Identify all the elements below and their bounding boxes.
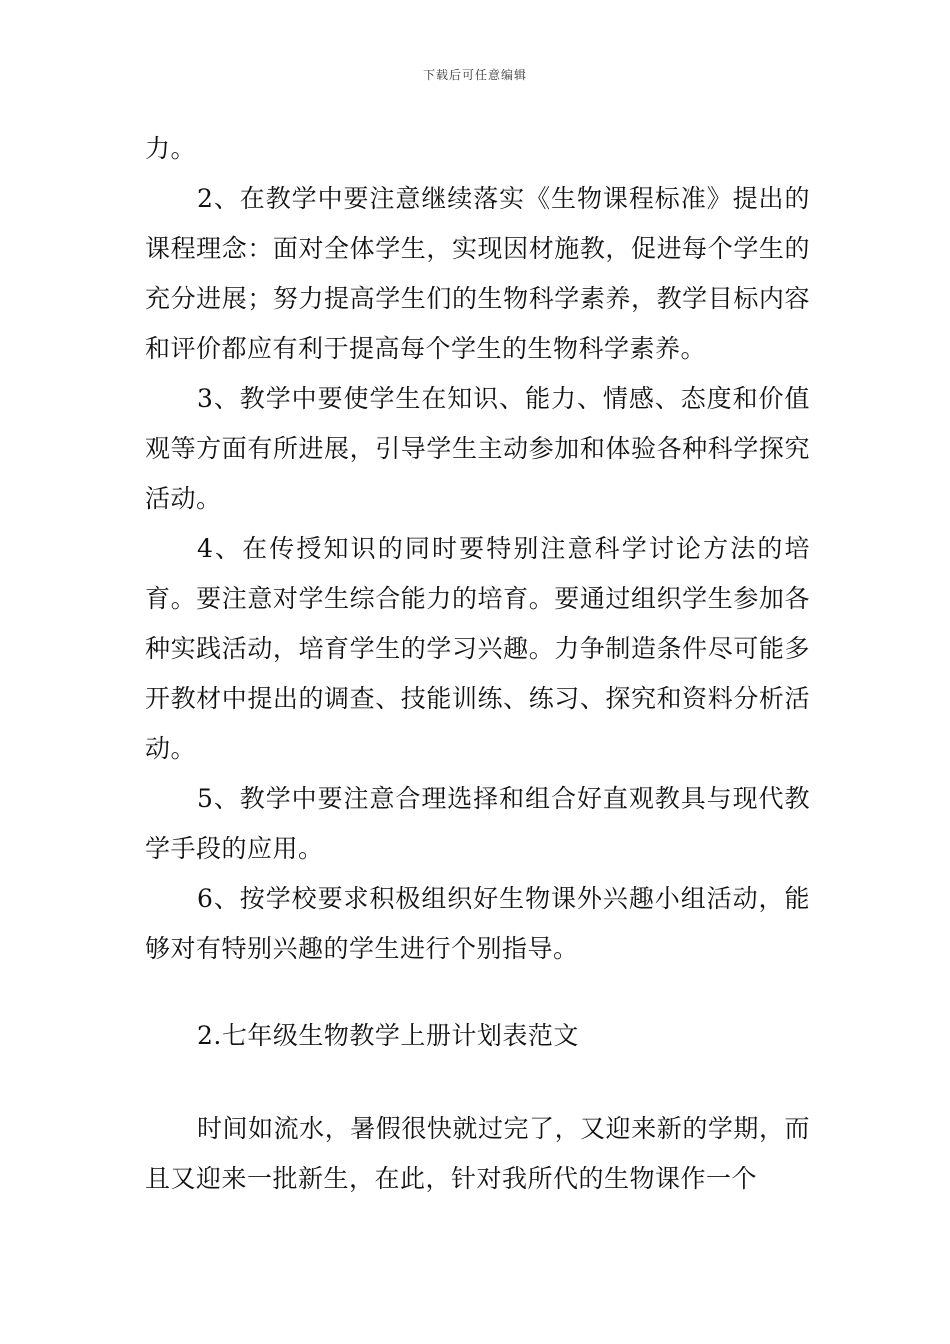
- paragraph-item-6: 6、按学校要求积极组织好生物课外兴趣小组活动，能够对有特别兴趣的学生进行个别指导。: [145, 884, 810, 963]
- section-title: 2.七年级生物教学上册计划表范文: [197, 1021, 579, 1050]
- document-body: [145, 124, 810, 1204]
- paragraph-item-2: 2、在教学中要注意继续落实《生物课程标准》提出的课程理念：面对全体学生，实现因材施教，促进每个学生的充分进展；努力提高学生们的生物科学素养，教学目标内容和评价都应有利于提高每个学生的生物科学素养。: [145, 184, 810, 363]
- intro-paragraph: 时间如流水，暑假很快就过完了，又迎来新的学期，而且又迎来一批新生，在此，针对我所代的生物课作一个: [145, 1114, 810, 1193]
- paragraph-item-3: 3、教学中要使学生在知识、能力、情感、态度和价值观等方面有所进展，引导学生主动参加和体验各种科学探究活动。: [145, 384, 810, 513]
- page-header: 下载后可任意编辑: [422, 68, 527, 82]
- paragraph-continuation: 力。: [145, 134, 197, 163]
- paragraph-item-5: 5、教学中要注意合理选择和组合好直观教具与现代教学手段的应用。: [145, 784, 810, 863]
- paragraph-item-4: 4、在传授知识的同时要特别注意科学讨论方法的培育。要注意对学生综合能力的培育。要通过组织学生参加各种实践活动，培育学生的学习兴趣。力争制造条件尽可能多开教材中提出的调查、技能训练、练习、探究和资料分析活动。: [145, 534, 810, 763]
